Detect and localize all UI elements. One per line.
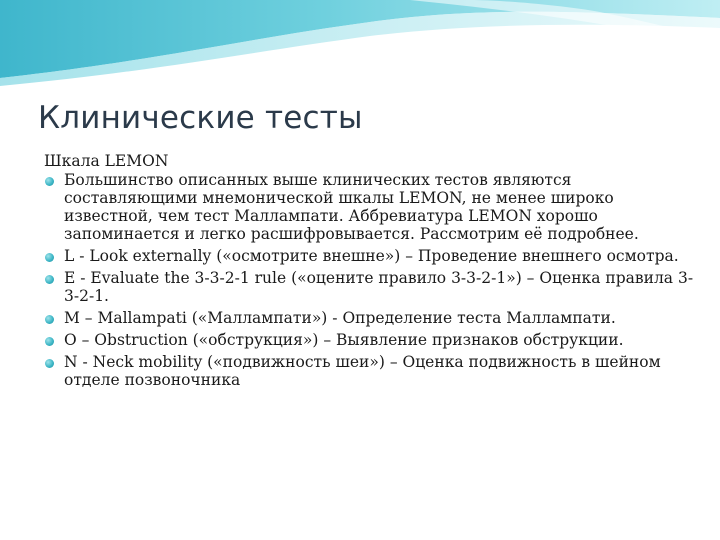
bullet-text: E - Evaluate the 3-3-2-1 rule («оцените правило 3-3-2-1») – Оценка правила 3-3-2-1.: [64, 269, 694, 305]
bullet-text: O – Obstruction («обструкция») – Выявление признаков обструкции.: [64, 331, 624, 349]
bullet-item-l: [44, 247, 694, 265]
bullet-text: M – Mallampati («Маллампати») - Определение теста Маллампати.: [64, 309, 616, 327]
bullet-list: [44, 171, 694, 389]
slide-content: [44, 152, 694, 393]
bullet-dot-icon: [45, 275, 54, 284]
header-wave-decoration: [0, 0, 720, 90]
bullet-item-intro: [44, 171, 694, 243]
bullet-text: N - Neck mobility («подвижность шеи») – Оценка подвижность в шейном отделе позвоночника: [64, 353, 661, 389]
bullet-item-e: [44, 269, 694, 305]
bullet-item-o: [44, 331, 694, 349]
bullet-dot-icon: [45, 359, 54, 368]
bullet-text: L - Look externally («осмотрите внешне») – Проведение внешнего осмотра.: [64, 247, 679, 265]
bullet-dot-icon: [45, 177, 54, 186]
bullet-dot-icon: [45, 337, 54, 346]
bullet-text: Большинство описанных выше клинических тестов являются составляющими мнемонической шкалы LEMON, не менее широко известной, чем тест Маллампати. Аббревиатура LEMON хорошо запоминается и легко расшифровывается. Рассмотрим её подробнее.: [64, 171, 639, 243]
bullet-dot-icon: [45, 315, 54, 324]
bullet-item-m: [44, 309, 694, 327]
bullet-dot-icon: [45, 253, 54, 262]
slide-subtitle: Шкала LEMON: [44, 152, 169, 170]
slide-title: Клинические тесты: [38, 100, 363, 136]
bullet-item-n: [44, 353, 694, 389]
